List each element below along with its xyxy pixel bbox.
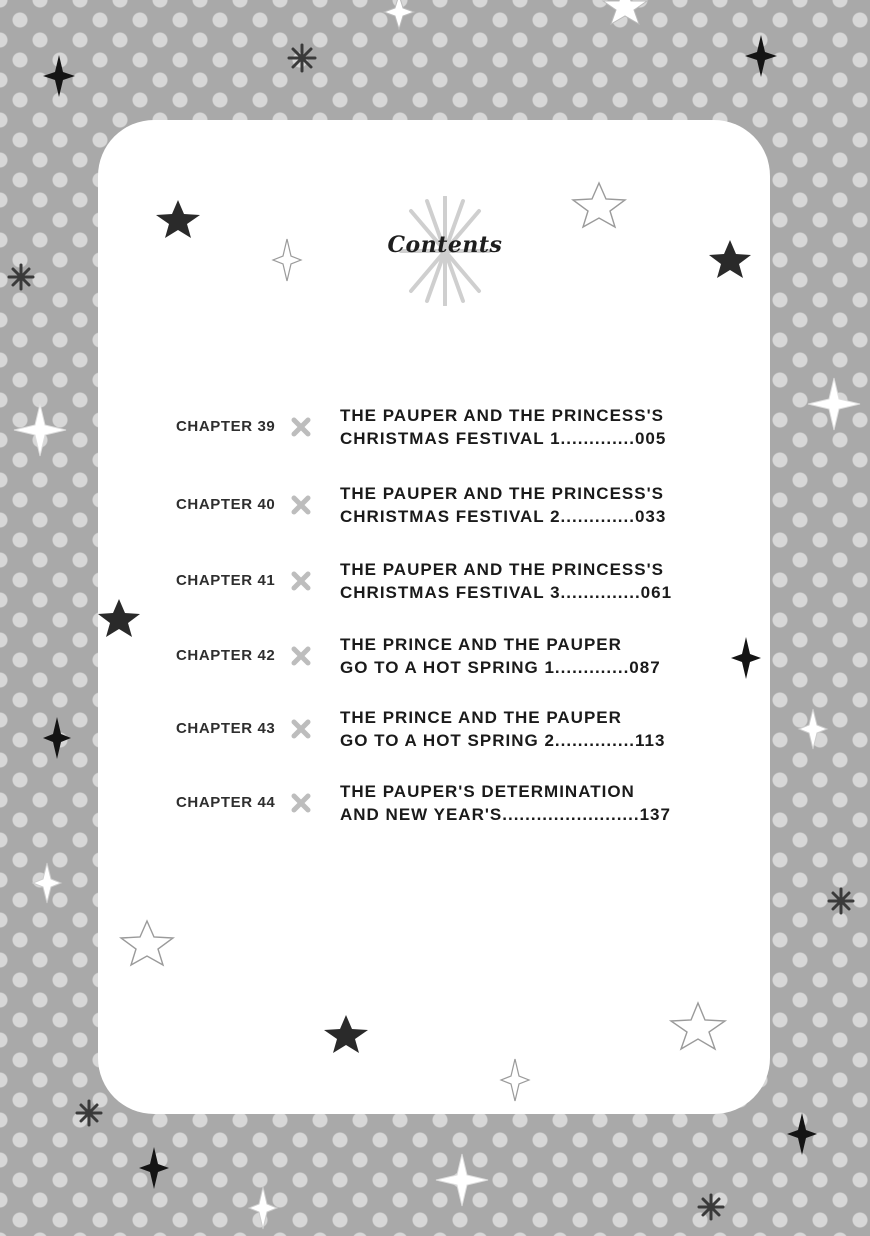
chapter-title bbox=[340, 404, 666, 450]
chapter-number: CHAPTER 41 bbox=[176, 572, 276, 589]
chapter-title-line2: GO TO A HOT SPRING 1.............087 bbox=[340, 658, 661, 677]
toc-entry[interactable] bbox=[176, 558, 736, 608]
star-icon bbox=[434, 1152, 490, 1208]
chapter-title bbox=[340, 558, 672, 604]
chapter-title bbox=[340, 633, 661, 679]
star-icon bbox=[708, 238, 752, 280]
sparkle-icon bbox=[42, 54, 76, 98]
x-mark-icon bbox=[290, 570, 312, 592]
chapter-title-line2: CHRISTMAS FESTIVAL 2.............033 bbox=[340, 507, 667, 526]
star-icon bbox=[12, 402, 68, 458]
x-mark-icon bbox=[290, 718, 312, 740]
sparkle-icon bbox=[798, 708, 828, 750]
chapter-title bbox=[340, 482, 666, 528]
x-mark-icon bbox=[290, 645, 312, 667]
chapter-number: CHAPTER 42 bbox=[176, 647, 276, 664]
star-icon bbox=[118, 918, 176, 968]
sparkle-icon bbox=[138, 1146, 170, 1190]
starburst-icon bbox=[74, 1098, 104, 1128]
chapter-number: CHAPTER 40 bbox=[176, 496, 276, 513]
x-mark-icon bbox=[290, 792, 312, 814]
sparkle-icon bbox=[32, 862, 62, 904]
starburst-icon bbox=[286, 42, 318, 74]
sparkle-icon bbox=[786, 1112, 818, 1156]
toc-entry[interactable] bbox=[176, 780, 736, 830]
toc-entry[interactable] bbox=[176, 633, 736, 683]
chapter-title bbox=[340, 780, 671, 826]
chapter-title-line2: CHRISTMAS FESTIVAL 1.............005 bbox=[340, 429, 667, 448]
sparkle-icon bbox=[383, 0, 415, 30]
chapter-title-line2: AND NEW YEAR'S........................137 bbox=[340, 805, 671, 824]
chapter-title-line1: THE PAUPER AND THE PRINCESS'S bbox=[340, 484, 664, 503]
sparkle-icon bbox=[42, 716, 72, 760]
chapter-title-line1: THE PAUPER AND THE PRINCESS'S bbox=[340, 560, 664, 579]
sparkle-icon bbox=[272, 238, 302, 282]
chapter-title-line2: GO TO A HOT SPRING 2..............113 bbox=[340, 731, 666, 750]
title-block bbox=[380, 196, 510, 306]
chapter-number: CHAPTER 43 bbox=[176, 720, 276, 737]
toc-entry[interactable] bbox=[176, 706, 736, 756]
chapter-title bbox=[340, 706, 665, 752]
sparkle-icon bbox=[248, 1186, 278, 1230]
chapter-title-line1: THE PAUPER'S DETERMINATION bbox=[340, 782, 635, 801]
starburst-icon bbox=[696, 1192, 726, 1222]
chapter-number: CHAPTER 44 bbox=[176, 794, 276, 811]
sparkle-icon bbox=[744, 34, 778, 78]
starburst-icon bbox=[6, 262, 36, 292]
star-icon bbox=[668, 1000, 728, 1052]
sparkle-icon bbox=[500, 1058, 530, 1102]
starburst-icon bbox=[826, 886, 856, 916]
star-icon bbox=[570, 180, 628, 230]
chapter-title-line1: THE PRINCE AND THE PAUPER bbox=[340, 708, 622, 727]
star-icon bbox=[154, 198, 202, 240]
page-title: Contents bbox=[387, 232, 503, 258]
x-mark-icon bbox=[290, 494, 312, 516]
x-mark-icon bbox=[290, 416, 312, 438]
star-icon bbox=[806, 376, 862, 432]
toc-entry[interactable] bbox=[176, 482, 736, 532]
chapter-title-line2: CHRISTMAS FESTIVAL 3..............061 bbox=[340, 583, 673, 602]
chapter-title-line1: THE PAUPER AND THE PRINCESS'S bbox=[340, 406, 664, 425]
star-icon bbox=[600, 0, 650, 26]
star-icon bbox=[96, 596, 142, 640]
toc-entry[interactable] bbox=[176, 404, 736, 454]
chapter-number: CHAPTER 39 bbox=[176, 418, 276, 435]
chapter-title-line1: THE PRINCE AND THE PAUPER bbox=[340, 635, 622, 654]
star-icon bbox=[322, 1014, 370, 1054]
